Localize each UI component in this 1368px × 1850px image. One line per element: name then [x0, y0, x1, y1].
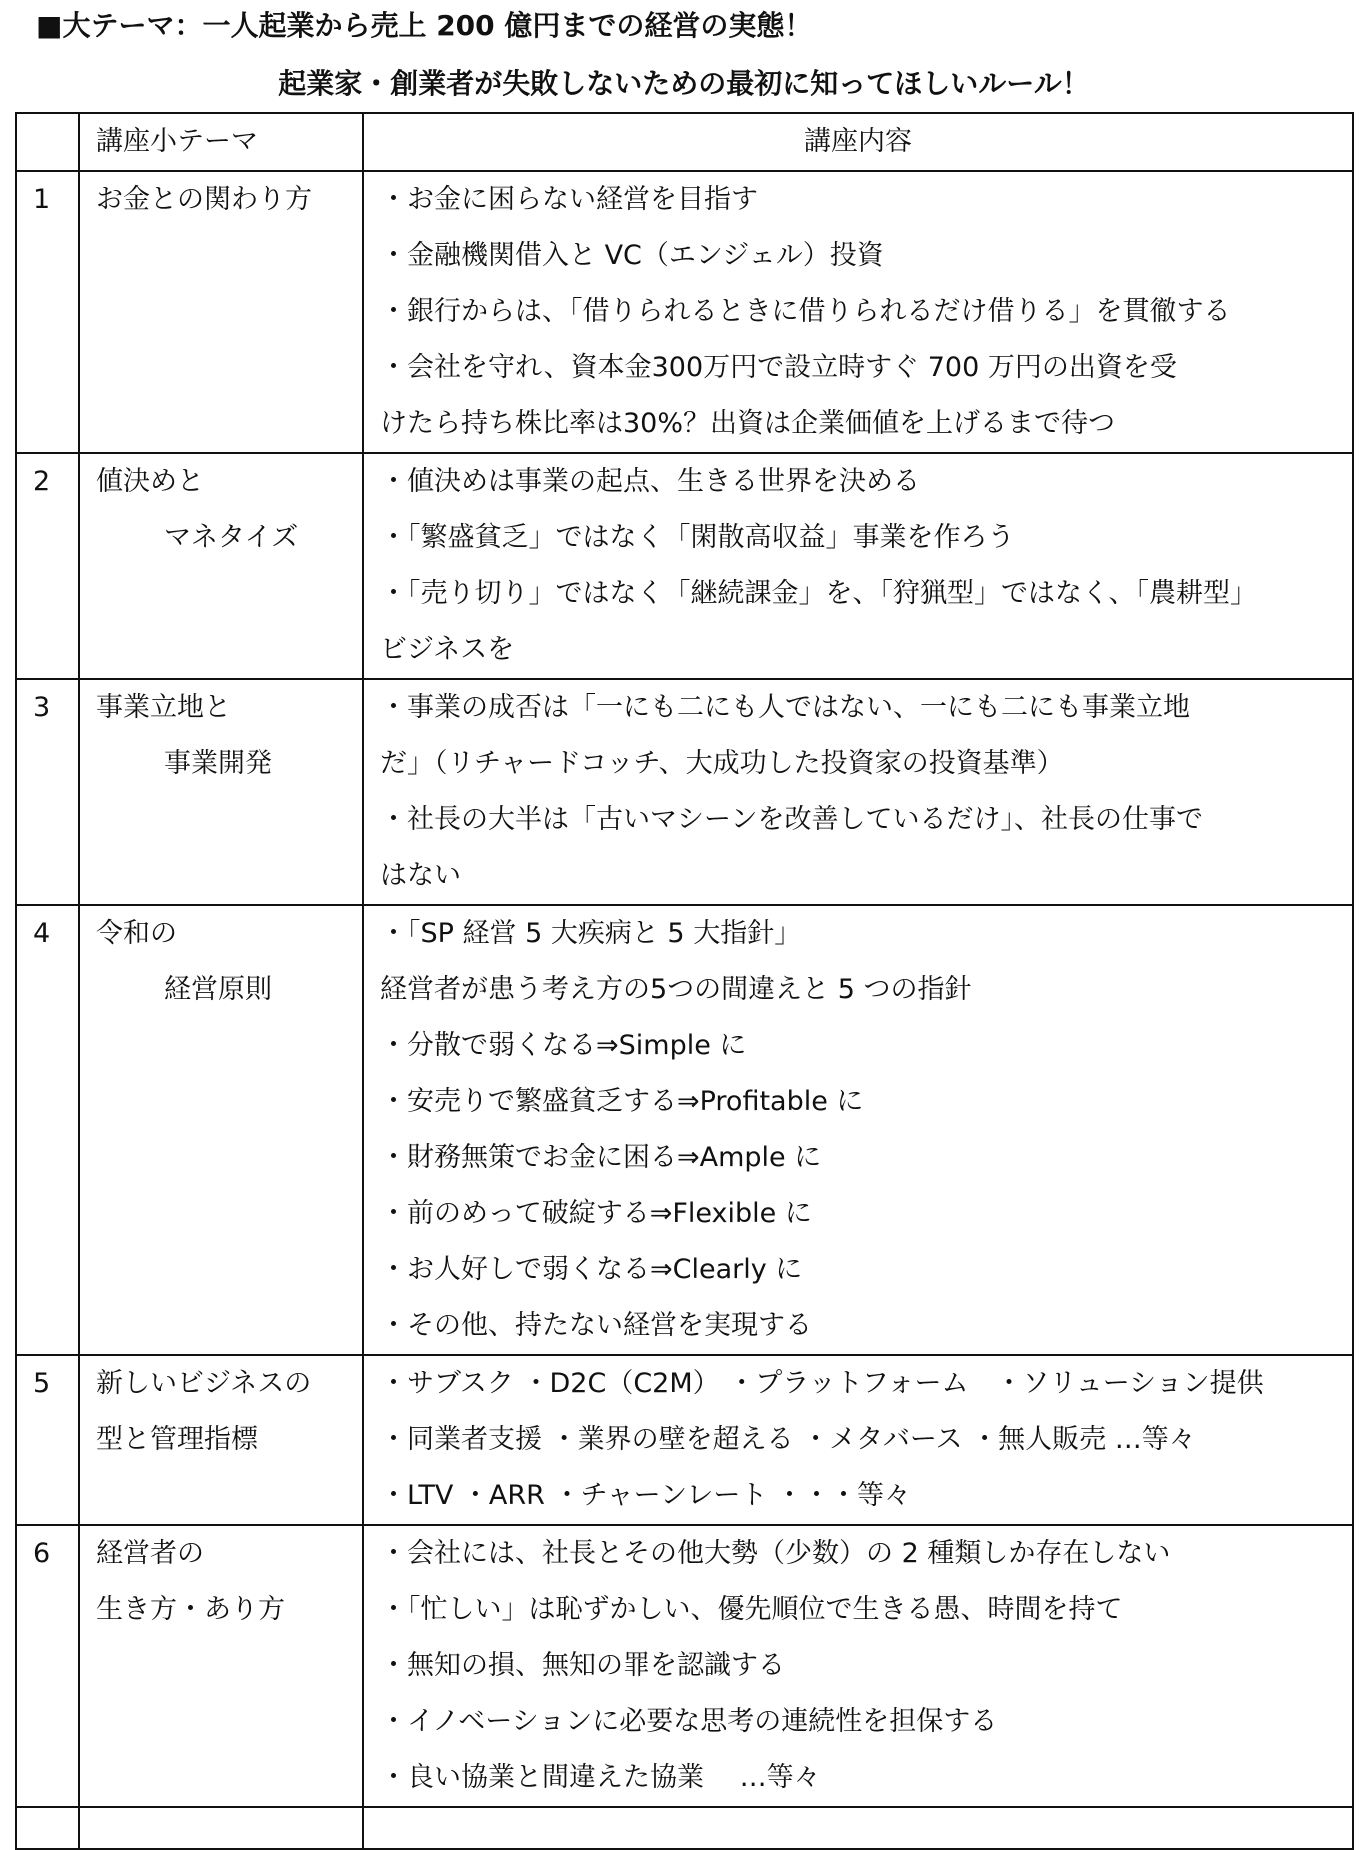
row-number: 3 — [16, 679, 79, 905]
theme-line: お金との関わり方 — [96, 184, 312, 215]
table-row — [16, 905, 1353, 1355]
content-line: ・イノベーションに必要な思考の連続性を担保する — [380, 1706, 998, 1737]
content-line: ・安売りで繁盛貧乏する⇒Profitable に — [380, 1086, 864, 1117]
row-theme — [79, 679, 363, 905]
content-line: ・分散で弱くなる⇒Simple に — [380, 1030, 747, 1061]
content-line: 経営者が患う考え方の5つの間違えと 5 つの指針 — [380, 974, 972, 1005]
table-row — [16, 1355, 1353, 1525]
row-number: 1 — [16, 171, 79, 453]
content-line: ・LTV ・ARR ・チャーンレート ・・・等々 — [380, 1480, 912, 1511]
empty-cell — [79, 1807, 363, 1849]
row-number: 5 — [16, 1355, 79, 1525]
theme-line: マネタイズ — [164, 522, 299, 553]
empty-cell — [16, 1807, 79, 1849]
content-line: ・「繁盛貧乏」ではなく「閑散高収益」事業を作ろう — [380, 522, 1015, 553]
row-theme — [79, 1525, 363, 1807]
content-line: ・「SP 経営 5 大疾病と 5 大指針」 — [380, 918, 802, 949]
row-content — [363, 905, 1353, 1355]
content-line: ・良い協業と間違えた協業 …等々 — [380, 1762, 821, 1793]
content-line: ・金融機関借入と VC（エンジェル）投資 — [380, 240, 884, 271]
row-content — [363, 453, 1353, 679]
main-theme-title: ■大テーマ：一人起業から売上 200 億円までの経営の実態！ — [36, 9, 813, 42]
content-line: ・会社には、社長とその他大勢（少数）の 2 種類しか存在しない — [380, 1538, 1171, 1569]
row-number: 4 — [16, 905, 79, 1355]
content-line: ・値決めは事業の起点、生きる世界を決める — [380, 466, 920, 497]
content-line: ・無知の損、無知の罪を認識する — [380, 1650, 785, 1681]
content-line: ・財務無策でお金に困る⇒Ample に — [380, 1142, 822, 1173]
content-line: ・「忙しい」は恥ずかしい、優先順位で生きる愚、時間を持て — [380, 1594, 1123, 1625]
header-theme: 講座小テーマ — [79, 113, 363, 171]
theme-line: 型と管理指標 — [96, 1424, 258, 1455]
content-line: はない — [380, 860, 461, 891]
theme-line: 生き方・あり方 — [96, 1594, 285, 1625]
content-line: けたら持ち株比率は30%？出資は企業価値を上げるまで待つ — [380, 408, 1116, 439]
theme-line: 令和の — [96, 918, 177, 949]
content-line: ・その他、持たない経営を実現する — [380, 1310, 812, 1341]
theme-line: 事業立地と — [96, 692, 231, 723]
table-row — [16, 453, 1353, 679]
content-line: ・「売り切り」ではなく「継続課金」を、「狩猟型」ではなく、「農耕型」 — [380, 578, 1257, 609]
header-number — [16, 113, 79, 171]
content-line: だ」（リチャードコッチ、大成功した投資家の投資基準） — [380, 748, 1064, 779]
row-theme — [79, 453, 363, 679]
content-line: ・銀行からは、「借りられるときに借りられるだけ借りる」を貫徹する — [380, 296, 1231, 327]
theme-line: 経営者の — [96, 1538, 204, 1569]
theme-line: 値決めと — [96, 466, 204, 497]
subtitle: 起業家・創業者が失敗しないための最初に知ってほしいルール！ — [278, 67, 1090, 100]
content-line: ・事業の成否は「一にも二にも人ではない、一にも二にも事業立地 — [380, 692, 1190, 723]
row-content — [363, 171, 1353, 453]
empty-cell — [363, 1807, 1353, 1849]
header-row — [16, 113, 1353, 171]
content-line: ビジネスを — [380, 634, 515, 665]
table-row — [16, 679, 1353, 905]
content-line: ・同業者支援 ・業界の壁を超える ・メタバース ・無人販売 …等々 — [380, 1424, 1196, 1455]
row-number: 6 — [16, 1525, 79, 1807]
table-row — [16, 1525, 1353, 1807]
row-content — [363, 1525, 1353, 1807]
table-row-continued — [16, 1807, 1353, 1849]
header-content: 講座内容 — [363, 113, 1353, 171]
table-row — [16, 171, 1353, 453]
row-theme — [79, 905, 363, 1355]
row-theme — [79, 171, 363, 453]
theme-line: 事業開発 — [164, 748, 272, 779]
content-line: ・お金に困らない経営を目指す — [380, 184, 758, 215]
content-line: ・サブスク ・D2C（C2M） ・プラットフォーム ・ソリューション提供 — [380, 1368, 1264, 1399]
theme-line: 新しいビジネスの — [96, 1368, 312, 1399]
row-content — [363, 1355, 1353, 1525]
theme-line: 経営原則 — [164, 974, 272, 1005]
course-table — [15, 112, 1354, 1850]
content-line: ・お人好しで弱くなる⇒Clearly に — [380, 1254, 803, 1285]
row-number: 2 — [16, 453, 79, 679]
row-content — [363, 679, 1353, 905]
row-theme — [79, 1355, 363, 1525]
content-line: ・会社を守れ、資本金300万円で設立時すぐ 700 万円の出資を受 — [380, 352, 1177, 383]
content-line: ・社長の大半は「古いマシーンを改善しているだけ」、社長の仕事で — [380, 804, 1203, 835]
content-line: ・前のめって破綻する⇒Flexible に — [380, 1198, 812, 1229]
